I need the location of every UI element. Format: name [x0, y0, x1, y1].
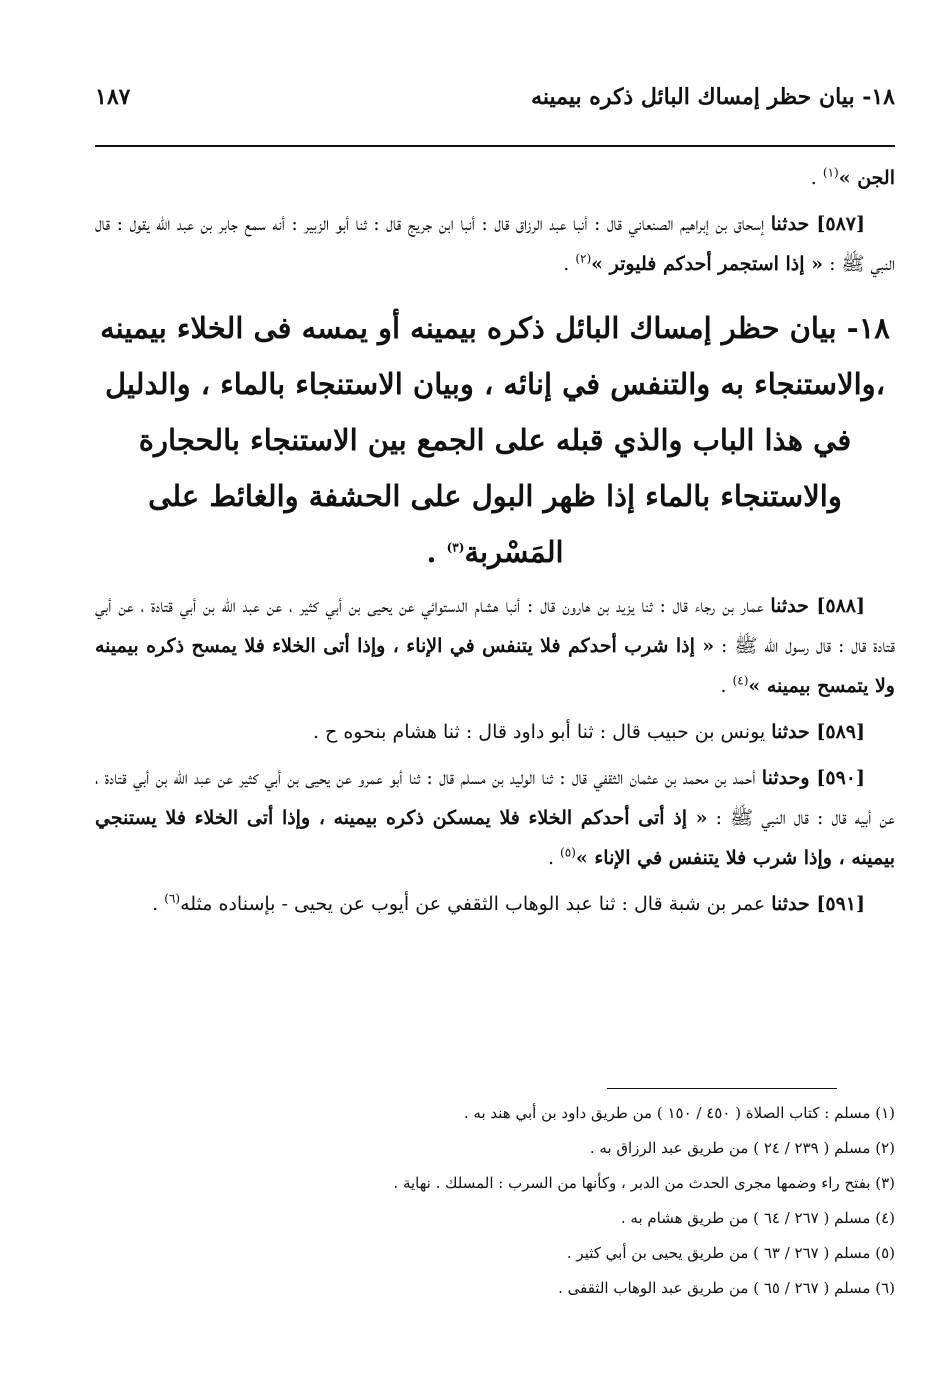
chapter-heading: [95, 300, 895, 580]
hadith-number-587: [٥٨٧]: [816, 213, 865, 235]
footnote-3: (٣) بفتح راء وضمها مجرى الحدث من الدبر ، وكأنها من السرب : المسلك . نهاية .: [393, 1174, 895, 1192]
hadith-lead-591: حدثنا: [771, 893, 817, 915]
punctuation: .: [152, 893, 165, 915]
header-rule: [95, 145, 895, 147]
footnote-4: (٤) مسلم ( ٢٦٧ / ٦٤ ) من طريق هشام به .: [620, 1209, 895, 1227]
running-title: ١٨- بيان حظر إمساك البائل ذكره بيمينه: [531, 84, 895, 110]
hadith-lead-590: وحدثنا: [761, 767, 817, 789]
hadith-lead-588: حدثنا: [770, 595, 817, 617]
hadith-588: [95, 586, 895, 706]
hadith-isnad-590: أحمد بن محمد بن عثمان الثقفي قال : ثنا الوليد بن مسلم قال : ثنا أبو عمرو عن يحيى بن أبي كثير عن عبد الله بن أبي قتادة ، عن أبيه قال : قال النبي ﷺ :: [95, 767, 895, 829]
footnotes: [95, 1096, 895, 1306]
hadith-591: [95, 884, 895, 924]
hadith-587: [95, 204, 895, 284]
hadith-589: [95, 712, 895, 752]
footnote-6: (٦) مسلم ( ٢٦٧ / ٦٥ ) من طريق عبد الوهاب الثقفى .: [558, 1279, 895, 1297]
hadith-isnad-587: إسحاق بن إبراهيم الصنعاني قال : أنبا عبد الرزاق قال : أنبا ابن جريج قال : ثنا أبو الزبير : أنه سمع جابر بن عبد الله يقول : قال النبي ﷺ :: [95, 213, 895, 275]
footnote-1: (١) مسلم : كتاب الصلاة ( ٤٥٠ / ١٥٠ ) من طريق داود بن أبي هند به .: [463, 1104, 895, 1122]
hadith-matn-590: « إذ أتى أحدكم الخلاء فلا يمسكن ذكره بيمينه ، وإذا أتى الخلاء فلا يستنجي بيمينه ، وإذا شرب فلا يتنفس في الإناء »: [95, 807, 895, 869]
footnote-5: (٥) مسلم ( ٢٦٧ / ٦٣ ) من طريق يحيى بن أبي كثير .: [566, 1244, 895, 1262]
chapter-title: ١٨- بيان حظر إمساك البائل ذكره بيمينه أو يمسه فى الخلاء بيمينه ،والاستنجاء به والتنفس في إنائه ، وبيان الاستنجاء بالماء ، والدليل في هذا الباب والذي قبله على الجمع بين الاستنجاء بالحجارة والاستنجاء بالماء إذا ظهر البول على الحشفة والغائط على المَسْربة: [100, 311, 890, 569]
hadith-number-590: [٥٩٠]: [816, 767, 865, 789]
hadith-matn-587: « إذا استجمر أحدكم فليوتر »: [591, 253, 824, 275]
hadith-number-589: [٥٨٩]: [816, 721, 865, 743]
punctuation: .: [426, 535, 447, 569]
page-header: [95, 80, 895, 120]
footnote-ref-6: (٦): [164, 891, 181, 906]
footnote-ref-5: (٥): [560, 845, 576, 860]
hadith-590: [95, 758, 895, 878]
footnote-ref-4: (٤): [732, 673, 749, 688]
punctuation: .: [810, 167, 823, 189]
footnote-ref-3: (٣): [446, 540, 465, 555]
hadith-number-591: [٥٩١]: [816, 893, 865, 915]
hadith-isnad-591: عمر بن شبة قال : ثنا عبد الوهاب الثقفي عن أيوب عن يحيى - بإسناده مثله: [180, 893, 772, 915]
footnote-ref-1: (١): [822, 165, 839, 180]
punctuation: .: [547, 847, 561, 869]
punctuation: .: [720, 675, 733, 697]
hadith-isnad-589: يونس بن حبيب قال : ثنا أبو داود قال : ثنا هشام بنحوه ح .: [312, 721, 772, 743]
hadith-matn-588: « إذا شرب أحدكم فلا يتنفس في الإناء ، وإذا أتى الخلاء فلا يمسح ذكره بيمينه ولا يتمسح بيمينه »: [95, 635, 895, 697]
footnote-ref-2: (٢): [575, 251, 592, 266]
main-text: [95, 158, 895, 930]
continuation-text: الجن »: [838, 167, 895, 189]
hadith-isnad-588: عمار بن رجاء قال : ثنا يزيد بن هارون قال : أنبا هشام الدستوائي عن يحيى بن أبي كثير ، عن عبد الله بن أبي قتادة ، عن أبي قتادة قال : قال رسول الله ﷺ :: [95, 595, 895, 657]
continuation-paragraph: [95, 158, 895, 198]
hadith-lead-587: حدثنا: [770, 213, 817, 235]
page-number: ١٨٧: [95, 84, 131, 110]
punctuation: .: [563, 253, 576, 275]
hadith-number-588: [٥٨٨]: [816, 595, 865, 617]
footnote-separator: [607, 1088, 837, 1089]
hadith-lead-589: حدثنا: [771, 721, 817, 743]
footnote-2: (٢) مسلم ( ٢٣٩ / ٢٤ ) من طريق عبد الرزاق به .: [589, 1139, 895, 1157]
